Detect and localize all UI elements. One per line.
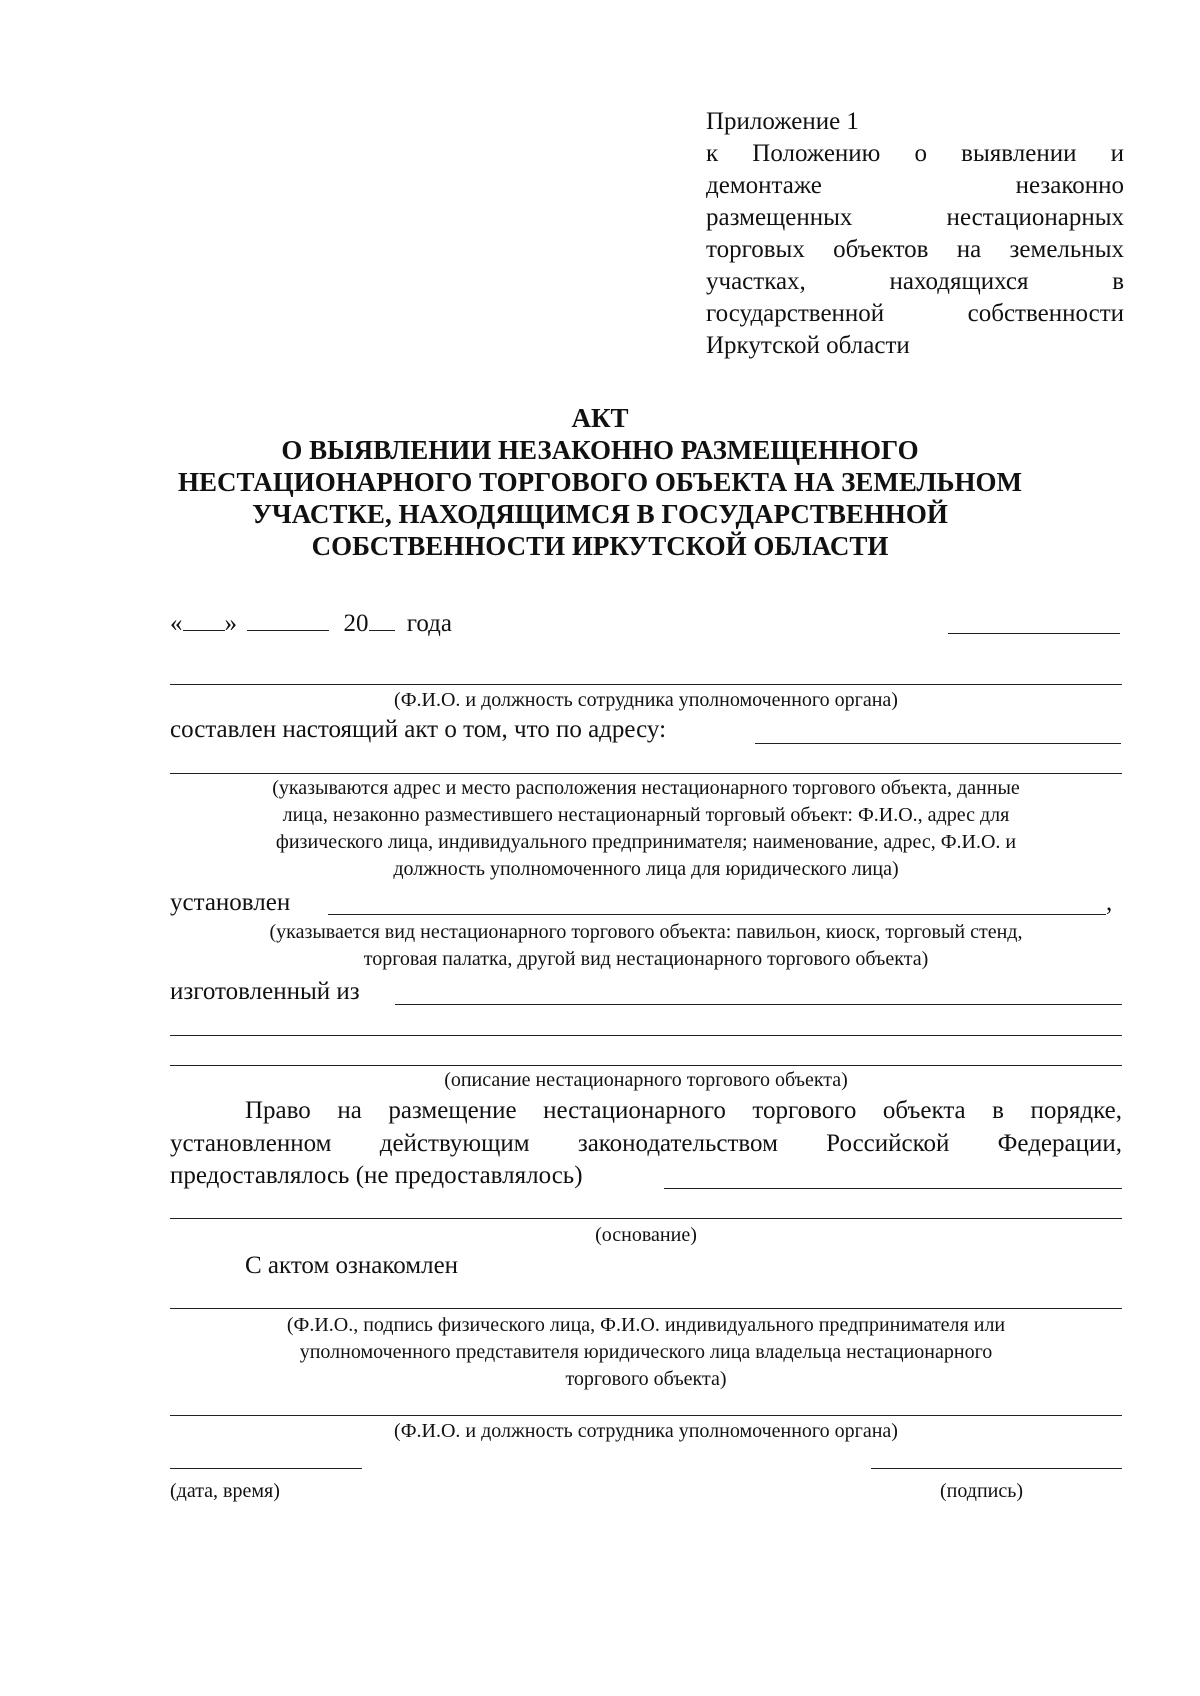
address-blank-2[interactable] bbox=[170, 773, 1122, 774]
appendix-line: торговых объектов на земельных bbox=[706, 236, 1124, 263]
caption-line: должность уполномоченного лица для юридического лица) bbox=[393, 858, 899, 880]
caption-line: торгового объекта) bbox=[565, 1368, 727, 1390]
caption-basis: (основание) bbox=[595, 1224, 697, 1246]
signature-blank[interactable] bbox=[871, 1468, 1122, 1469]
title-line: УЧАСТКЕ, НАХОДЯЩИМСЯ В ГОСУДАРСТВЕННОЙ bbox=[252, 499, 948, 529]
address-blank[interactable] bbox=[755, 743, 1121, 744]
title-line: О ВЫЯВЛЕНИИ НЕЗАКОННО РАЗМЕЩЕННОГО bbox=[281, 435, 919, 465]
datetime-blank[interactable] bbox=[170, 1468, 362, 1469]
made-of-blank[interactable] bbox=[395, 1004, 1122, 1005]
description-blank-3[interactable] bbox=[170, 1065, 1122, 1066]
day-blank[interactable] bbox=[183, 610, 225, 631]
basis-blank[interactable] bbox=[170, 1218, 1122, 1219]
caption-line: (указываются адрес и место расположения нестационарного торгового объекта, данные bbox=[272, 777, 1020, 799]
right-last-label: предоставлялось (не предоставлялось) bbox=[170, 1162, 583, 1189]
caption-datetime: (дата, время) bbox=[170, 1480, 280, 1502]
made-of-label: изготовленный из bbox=[170, 978, 360, 1005]
caption-type bbox=[170, 919, 1122, 973]
date-close-quote: » bbox=[224, 610, 237, 637]
caption-signature: (подпись) bbox=[940, 1480, 1024, 1502]
right-paragraph-line-1: Право на размещение нестационарного торгового объекта в порядке, bbox=[245, 1097, 1122, 1124]
right-paragraph-line-2: установленном действующим законодательством Российской Федерации, bbox=[170, 1130, 1122, 1157]
caption-line: (Ф.И.О., подпись физического лица, Ф.И.О. индивидуального предпринимателя или bbox=[286, 1314, 1006, 1336]
date-open-quote: « bbox=[170, 610, 183, 637]
appendix-line: размещенных нестационарных bbox=[706, 204, 1124, 231]
appendix-line: к Положению о выявлении и bbox=[706, 140, 1124, 167]
official-name-blank[interactable] bbox=[170, 684, 1122, 685]
established-label: установлен bbox=[170, 889, 291, 916]
owner-blank[interactable] bbox=[170, 1308, 1122, 1309]
appendix-line: государственной собственности bbox=[706, 300, 1124, 327]
title-line: СОБСТВЕННОСТИ ИРКУТСКОЙ ОБЛАСТИ bbox=[311, 531, 889, 561]
title-line: АКТ bbox=[571, 403, 629, 433]
official-2-blank[interactable] bbox=[170, 1415, 1122, 1416]
appendix-block bbox=[706, 106, 1124, 362]
document-title bbox=[150, 402, 1050, 562]
place-blank[interactable] bbox=[948, 633, 1120, 634]
title-line: НЕСТАЦИОНАРНОГО ТОРГОВОГО ОБЪЕКТА НА ЗЕМЕЛЬНОМ bbox=[178, 467, 1022, 497]
appendix-title: Приложение 1 bbox=[706, 108, 859, 135]
caption-description: (описание нестационарного торгового объекта) bbox=[444, 1069, 848, 1091]
year-blank[interactable] bbox=[369, 610, 395, 631]
acquainted-label: С актом ознакомлен bbox=[245, 1252, 459, 1279]
caption-address bbox=[170, 775, 1122, 883]
caption-line: лица, незаконно разместившего нестационарный торговый объект: Ф.И.О., адрес для bbox=[282, 804, 1010, 826]
date-line bbox=[170, 608, 452, 640]
caption-line: (указывается вид нестационарного торгового объекта: павильон, киоск, торговый стенд, bbox=[269, 921, 1023, 943]
appendix-line: участках, находящихся в bbox=[706, 268, 1124, 295]
caption-official: (Ф.И.О. и должность сотрудника уполномоченного органа) bbox=[394, 689, 898, 711]
established-comma: , bbox=[1106, 889, 1113, 916]
established-blank[interactable] bbox=[328, 914, 1106, 915]
caption-line: торговая палатка, другой вид нестационарного торгового объекта) bbox=[363, 948, 929, 970]
right-blank[interactable] bbox=[664, 1188, 1122, 1189]
caption-owner bbox=[170, 1312, 1122, 1393]
appendix-line: Иркутской области bbox=[706, 332, 910, 359]
caption-official-2: (Ф.И.О. и должность сотрудника уполномоченного органа) bbox=[394, 1420, 898, 1442]
caption-line: уполномоченного представителя юридического лица владельца нестационарного bbox=[299, 1341, 993, 1363]
address-label: составлен настоящий акт о том, что по адресу: bbox=[170, 716, 667, 743]
month-blank[interactable] bbox=[247, 610, 329, 631]
year-prefix: 20 bbox=[343, 610, 369, 637]
caption-line: физического лица, индивидуального предпринимателя; наименование, адрес, Ф.И.О. и bbox=[275, 831, 1017, 853]
description-blank-2[interactable] bbox=[170, 1035, 1122, 1036]
year-suffix: года bbox=[406, 610, 452, 637]
appendix-line: демонтаже незаконно bbox=[706, 172, 1124, 199]
